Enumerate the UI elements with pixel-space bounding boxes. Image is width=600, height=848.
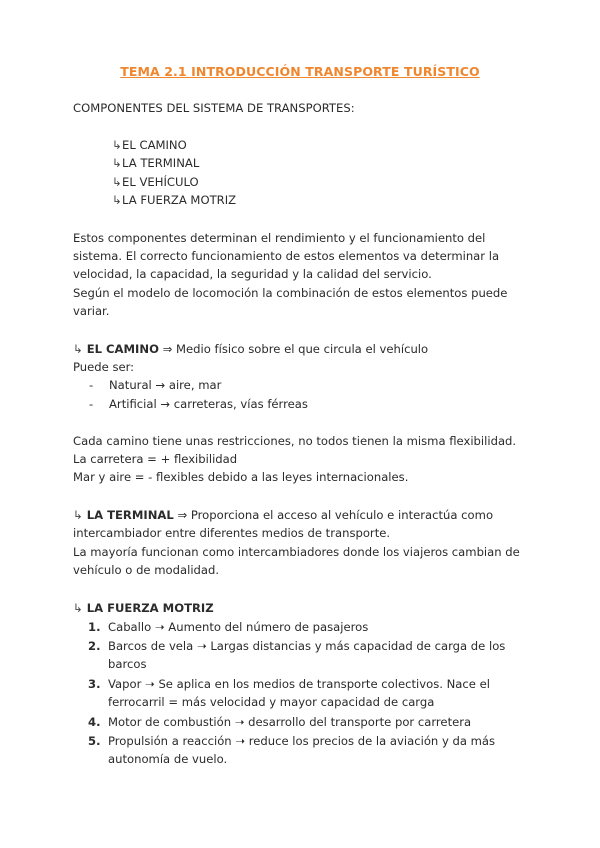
return-arrow-icon: ↳ (112, 193, 122, 207)
return-arrow-icon: ↳ (73, 601, 83, 615)
paragraph-line: La mayoría funcionan como intercambiadores donde los viajeros cambian de (73, 545, 520, 559)
paragraph-line: Estos componentes determinan el rendimiento y el funcionamiento del (73, 231, 486, 245)
terminal-heading: ↳ LA TERMINAL ⇒ Proporciona el acceso al vehículo e interactúa como (73, 508, 494, 522)
paragraph-line: Mar y aire = - flexibles debido a las leyes internacionales. (73, 470, 409, 484)
fuerza-heading: ↳ LA FUERZA MOTRIZ (73, 601, 214, 615)
paragraph-line: velocidad, la capacidad, la seguridad y la calidad del servicio. (73, 267, 432, 281)
camino-heading: ↳ EL CAMINO ⇒ Medio físico sobre el que circula el vehículo (73, 342, 429, 356)
numbered-item: 1. Caballo ➝ Aumento del número de pasajeros (88, 620, 369, 634)
list-item: ↳EL VEHÍCULO (112, 175, 199, 189)
list-item: ↳EL CAMINO (112, 138, 187, 152)
paragraph-line: Cada camino tiene unas restricciones, no todos tienen la misma flexibilidad. (73, 434, 517, 448)
list-item: - Artificial → carreteras, vías férreas (89, 397, 308, 411)
paragraph-line: vehículo o de modalidad. (73, 563, 220, 577)
return-arrow-icon: ↳ (112, 156, 122, 170)
double-arrow-icon: ⇒ (177, 508, 188, 522)
page-title: TEMA 2.1 INTRODUCCIÓN TRANSPORTE TURÍSTICO (120, 64, 480, 79)
section-heading: COMPONENTES DEL SISTEMA DE TRANSPORTES: (73, 101, 355, 115)
paragraph-line: Puede ser: (73, 360, 135, 374)
paragraph-line: sistema. El correcto funcionamiento de estos elementos va determinar la (73, 249, 500, 263)
list-item: - Natural → aire, mar (89, 378, 222, 392)
return-arrow-icon: ↳ (73, 508, 83, 522)
numbered-item-continuation: autonomía de vuelo. (108, 752, 228, 766)
return-arrow-icon: ↳ (73, 342, 83, 356)
double-arrow-icon: ⇒ (162, 342, 173, 356)
numbered-item-continuation: ferrocarril = más velocidad y mayor capacidad de carga (108, 695, 435, 709)
paragraph-line: La carretera = + flexibilidad (73, 452, 238, 466)
paragraph-line: Según el modelo de locomoción la combinación de estos elementos puede (73, 286, 508, 300)
list-item: ↳LA TERMINAL (112, 156, 200, 170)
return-arrow-icon: ↳ (112, 175, 122, 189)
numbered-item: 2. Barcos de vela ➝ Largas distancias y más capacidad de carga de los (88, 639, 506, 653)
numbered-item-continuation: barcos (108, 657, 147, 671)
paragraph-line: intercambiador entre diferentes medios de transporte. (73, 526, 391, 540)
numbered-item: 5. Propulsión a reacción ➝ reduce los precios de la aviación y da más (88, 734, 496, 748)
paragraph-line: variar. (73, 304, 110, 318)
numbered-item: 4. Motor de combustión ➝ desarrollo del transporte por carretera (88, 715, 472, 729)
numbered-item: 3. Vapor ➝ Se aplica en los medios de transporte colectivos. Nace el (88, 677, 490, 691)
return-arrow-icon: ↳ (112, 138, 122, 152)
list-item: ↳LA FUERZA MOTRIZ (112, 193, 237, 207)
